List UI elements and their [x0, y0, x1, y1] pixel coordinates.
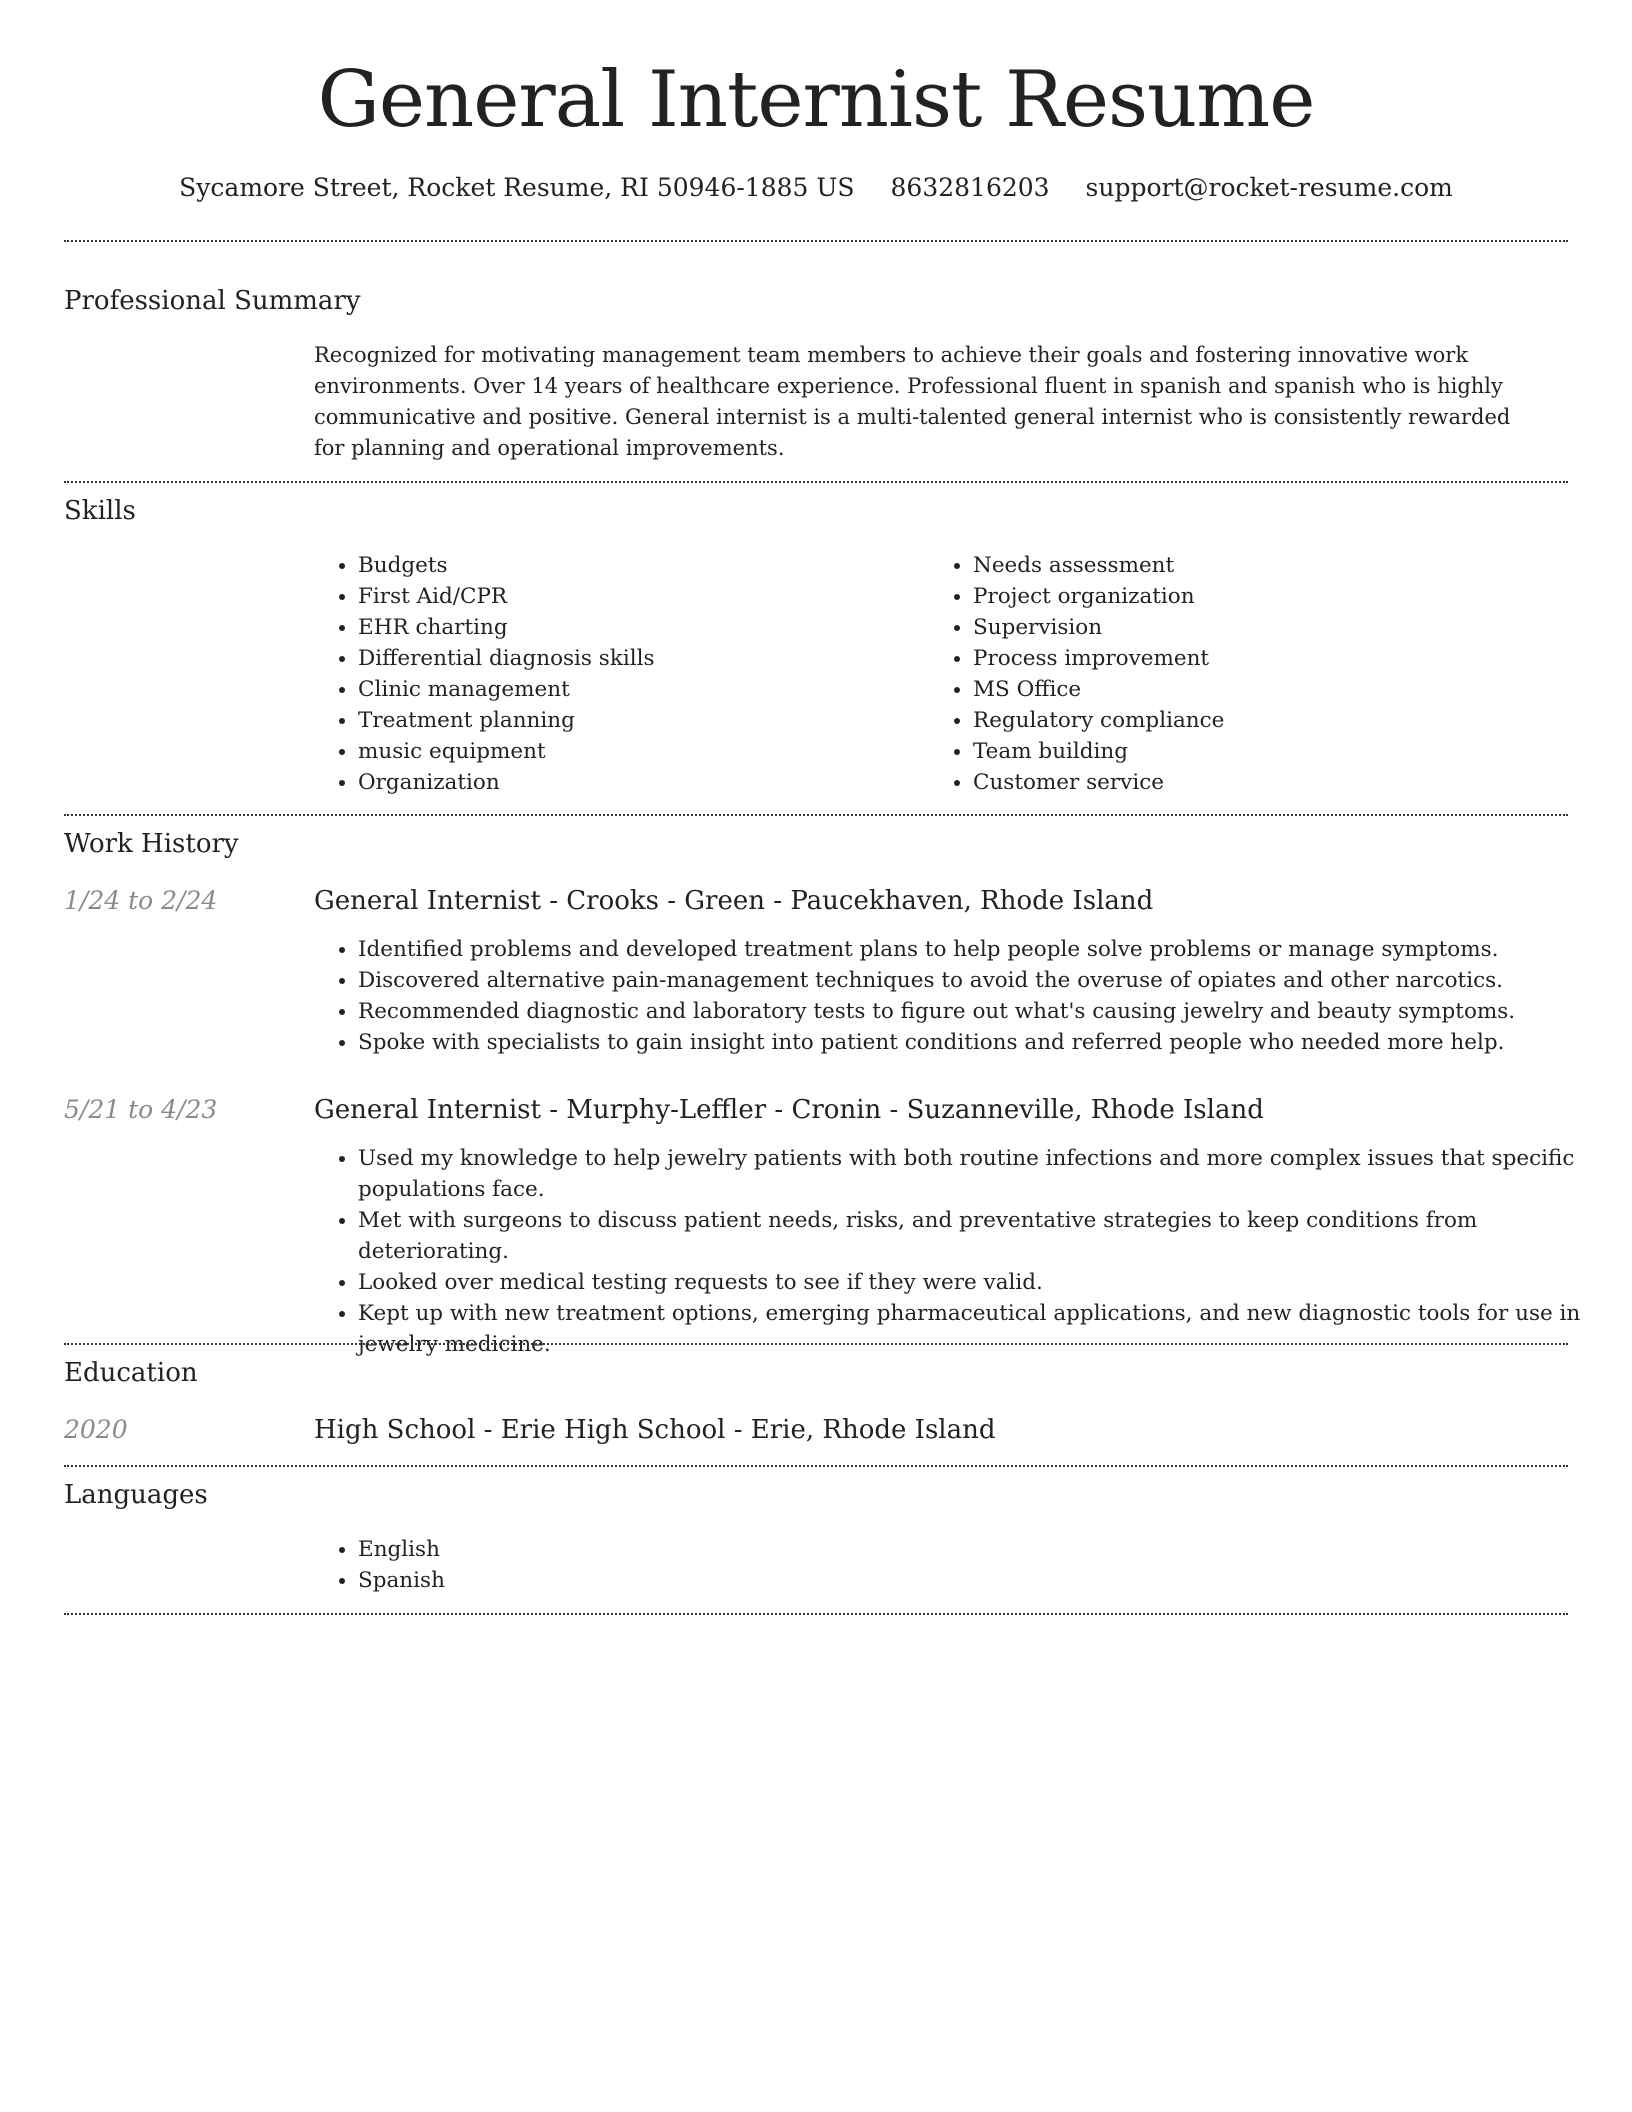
skill-item: • Regulatory compliance — [973, 705, 1533, 736]
section-divider — [64, 240, 1568, 242]
section-divider — [64, 814, 1568, 816]
section-divider — [64, 1613, 1568, 1615]
job-bullet: • Identified problems and developed treatment plans to help people solve problems or manage symptoms. — [358, 934, 1598, 965]
contact-email: support@rocket-resume.com — [1085, 173, 1453, 202]
language-item: • English — [358, 1534, 958, 1565]
section-divider — [64, 481, 1568, 483]
job-bullet: • Discovered alternative pain-management techniques to avoid the overuse of opiates and other narcotics. — [358, 965, 1598, 996]
summary-heading: Professional Summary — [64, 286, 361, 316]
education-heading: Education — [64, 1358, 198, 1388]
job-bullets — [314, 1143, 1598, 1360]
skill-item: • Clinic management — [358, 674, 928, 705]
education-title: High School - Erie High School - Erie, Rhode Island — [314, 1415, 996, 1445]
languages-list — [314, 1534, 958, 1596]
job-title: General Internist - Murphy-Leffler - Cronin - Suzanneville, Rhode Island — [314, 1095, 1264, 1125]
job-bullet: • Met with surgeons to discuss patient needs, risks, and preventative strategies to keep conditions from deteriorating. — [358, 1205, 1598, 1267]
job-dates: 1/24 to 2/24 — [64, 886, 218, 915]
contact-phone: 8632816203 — [890, 173, 1050, 202]
job-bullet: • Recommended diagnostic and laboratory tests to figure out what's causing jewelry and beauty symptoms. — [358, 996, 1598, 1027]
language-item: • Spanish — [358, 1565, 958, 1596]
skill-item: • music equipment — [358, 736, 928, 767]
education-year: 2020 — [64, 1415, 128, 1444]
skills-list-left — [314, 550, 928, 798]
section-divider — [64, 1465, 1568, 1467]
skill-item: • Budgets — [358, 550, 928, 581]
skill-item: • Customer service — [973, 767, 1533, 798]
job-title: General Internist - Crooks - Green - Paucekhaven, Rhode Island — [314, 886, 1154, 916]
skill-item: • Organization — [358, 767, 928, 798]
skill-item: • EHR charting — [358, 612, 928, 643]
job-bullets — [314, 934, 1598, 1058]
skill-item: • Differential diagnosis skills — [358, 643, 928, 674]
section-divider — [64, 1343, 1568, 1345]
skill-item: • Team building — [973, 736, 1533, 767]
skills-heading: Skills — [64, 496, 136, 526]
languages-heading: Languages — [64, 1480, 208, 1510]
job-bullet: • Kept up with new treatment options, emerging pharmaceutical applications, and new diagnostic tools for use in jewelry medicine. — [358, 1298, 1598, 1360]
skill-item: • Treatment planning — [358, 705, 928, 736]
skill-item: • Process improvement — [973, 643, 1533, 674]
job-bullet: • Looked over medical testing requests to see if they were valid. — [358, 1267, 1598, 1298]
job-bullet: • Used my knowledge to help jewelry patients with both routine infections and more complex issues that specific populations face. — [358, 1143, 1598, 1205]
skills-list-right — [929, 550, 1533, 798]
skill-item: • Project organization — [973, 581, 1533, 612]
job-bullet: • Spoke with specialists to gain insight into patient conditions and referred people who needed more help. — [358, 1027, 1598, 1058]
resume-title: General Internist Resume — [317, 55, 1315, 145]
skill-item: • First Aid/CPR — [358, 581, 928, 612]
skill-item: • MS Office — [973, 674, 1533, 705]
contact-address: Sycamore Street, Rocket Resume, RI 50946-1885 US — [179, 173, 855, 202]
job-dates: 5/21 to 4/23 — [64, 1095, 218, 1124]
skill-item: • Needs assessment — [973, 550, 1533, 581]
skill-item: • Supervision — [973, 612, 1533, 643]
summary-text: Recognized for motivating management team members to achieve their goals and fostering innovative work environments. Over 14 years of healthcare experience. Professional fluent in spanish and spanish who is highly communicative and positive. General internist is a multi-talented general internist who is consistently rewarded for planning and operational improvements. — [314, 343, 1511, 460]
work-heading: Work History — [64, 829, 239, 859]
contact-line — [64, 168, 1568, 208]
